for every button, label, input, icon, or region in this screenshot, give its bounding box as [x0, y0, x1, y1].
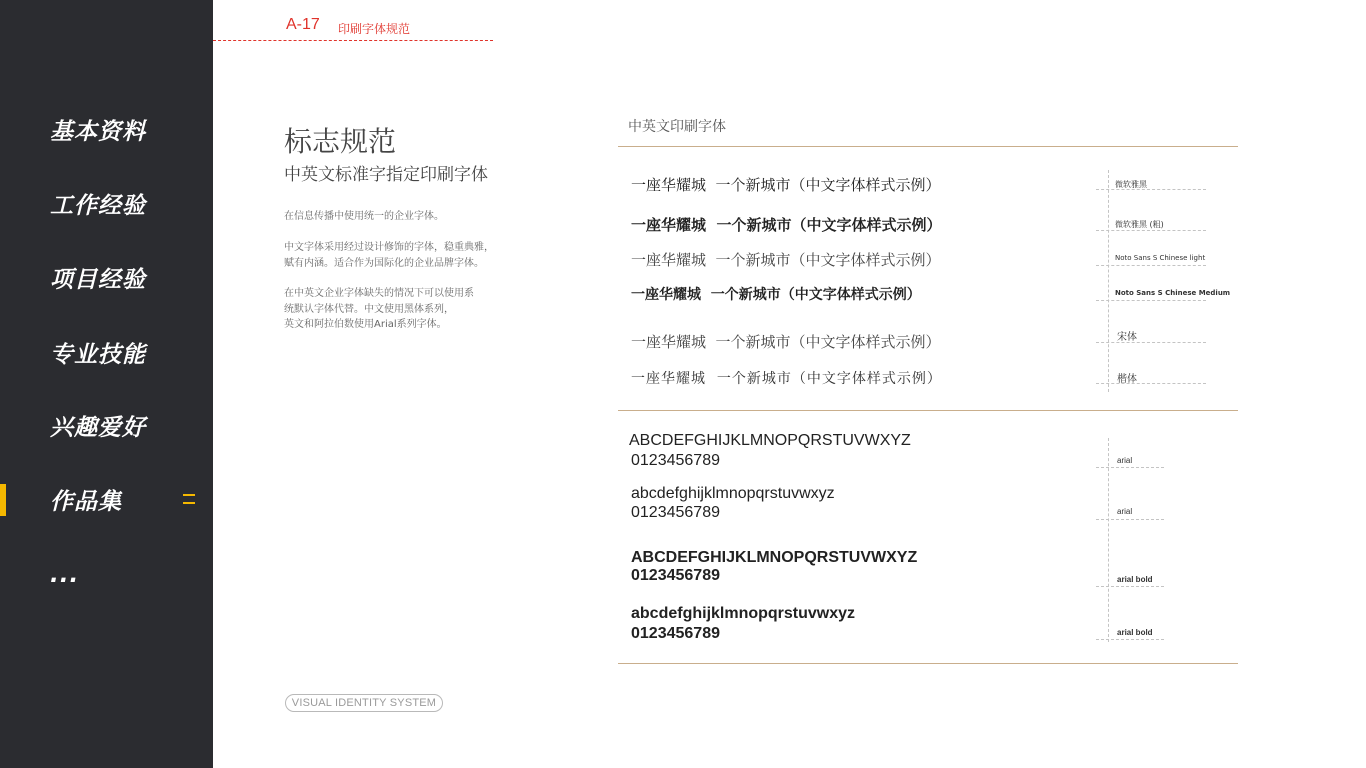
font-label-10: arial bold: [1117, 628, 1153, 637]
intro-subtitle: 中英文标准字指定印刷字体: [284, 165, 488, 185]
active-indicator: [0, 484, 6, 516]
chinese-sample-2: 一座华耀城 一个新城市（中文字体样式示例）: [631, 216, 942, 234]
label-underline: [1096, 300, 1206, 301]
sidebar: [0, 0, 213, 768]
latin-guide-line: [1108, 438, 1109, 642]
sidebar-item-more[interactable]: ...: [50, 562, 80, 588]
latin-sample-4-line-2: 0123456789: [631, 625, 720, 642]
sidebar-item-basic-info[interactable]: 基本资料: [50, 119, 146, 145]
intro-paragraph-1-line: 在信息传播中使用统一的企业字体。: [284, 211, 444, 222]
latin-sample-3-line-2: 0123456789: [631, 567, 720, 584]
intro-title: 标志规范: [284, 125, 397, 158]
latin-sample-3-line-1: ABCDEFGHIJKLMNOPQRSTUVWXYZ: [631, 549, 918, 566]
intro-paragraph-2-line-1: 中文字体采用经过设计修饰的字体，稳重典雅，: [284, 242, 494, 253]
chinese-sample-1: 一座华耀城 一个新城市（中文字体样式示例）: [631, 176, 941, 194]
latin-sample-4-line-1: abcdefghijklmnopqrstuvwxyz: [631, 605, 856, 622]
font-label-3: Noto Sans S Chinese light: [1115, 254, 1206, 262]
font-label-6: 楷体: [1117, 374, 1137, 385]
intro-paragraph-3-line-1: 在中英文企业字体缺失的情况下可以使用系: [284, 288, 474, 299]
top-rule: [618, 146, 1238, 147]
label-underline: [1096, 639, 1164, 640]
font-label-5: 宋体: [1117, 332, 1137, 343]
sidebar-item-work-experience[interactable]: 工作经验: [50, 193, 146, 219]
latin-sample-1-line-2: 0123456789: [631, 452, 720, 469]
bottom-rule: [618, 663, 1238, 664]
font-label-9: arial bold: [1117, 575, 1153, 584]
intro-paragraph-3-line-2: 统默认字体代替。中文使用黑体系列，: [284, 303, 454, 315]
label-underline: [1096, 467, 1164, 468]
chinese-guide-line: [1108, 170, 1109, 392]
label-underline: [1096, 265, 1206, 266]
intro-paragraph-3-line-3: 英文和阿拉伯数使用Arial系列字体。: [284, 319, 447, 330]
section-title: 中英文印刷字体: [628, 119, 726, 135]
font-label-7: arial: [1117, 456, 1133, 465]
middle-rule: [618, 410, 1238, 411]
label-underline: [1096, 230, 1206, 231]
label-underline: [1096, 586, 1164, 587]
chinese-sample-4: 一座华耀城 一个新城市（中文字体样式示例）: [631, 287, 921, 303]
latin-sample-1-line-1: ABCDEFGHIJKLMNOPQRSTUVWXYZ: [629, 432, 911, 449]
chinese-sample-3: 一座华耀城 一个新城市（中文字体样式示例）: [631, 251, 941, 269]
footer-badge: VISUAL IDENTITY SYSTEM: [285, 694, 443, 712]
sidebar-item-skills[interactable]: 专业技能: [50, 342, 146, 368]
latin-sample-2-line-1: abcdefghijklmnopqrstuvwxyz: [631, 485, 835, 502]
sidebar-item-portfolio[interactable]: 作品集: [50, 489, 122, 515]
intro-paragraph-1: [284, 209, 514, 225]
label-underline: [1096, 342, 1206, 343]
font-label-4: Noto Sans S Chinese Medium: [1115, 289, 1231, 297]
chinese-sample-5: 一座华耀城 一个新城市（中文字体样式示例）: [631, 333, 941, 351]
label-underline: [1096, 383, 1206, 384]
sidebar-item-hobbies[interactable]: 兴趣爱好: [50, 415, 146, 441]
intro-paragraph-3: [284, 286, 514, 333]
page-heading: 印刷字体规范: [338, 22, 411, 36]
font-label-1: 微软雅黑: [1115, 180, 1147, 189]
page-code: A-17: [286, 16, 320, 33]
font-label-2: 微软雅黑 (粗): [1115, 220, 1164, 229]
label-underline: [1096, 189, 1206, 190]
intro-paragraph-2: [284, 240, 514, 271]
font-label-8: arial: [1117, 507, 1133, 516]
label-underline: [1096, 519, 1164, 520]
menu-icon[interactable]: [183, 494, 195, 504]
intro-paragraph-2-line-2: 赋有内涵。适合作为国际化的企业品牌字体。: [284, 257, 484, 269]
header-divider: [213, 40, 493, 41]
sidebar-item-project-experience[interactable]: 项目经验: [50, 267, 146, 293]
latin-sample-2-line-2: 0123456789: [631, 504, 720, 521]
chinese-sample-6: 一座华耀城 一个新城市（中文字体样式示例）: [631, 371, 942, 387]
